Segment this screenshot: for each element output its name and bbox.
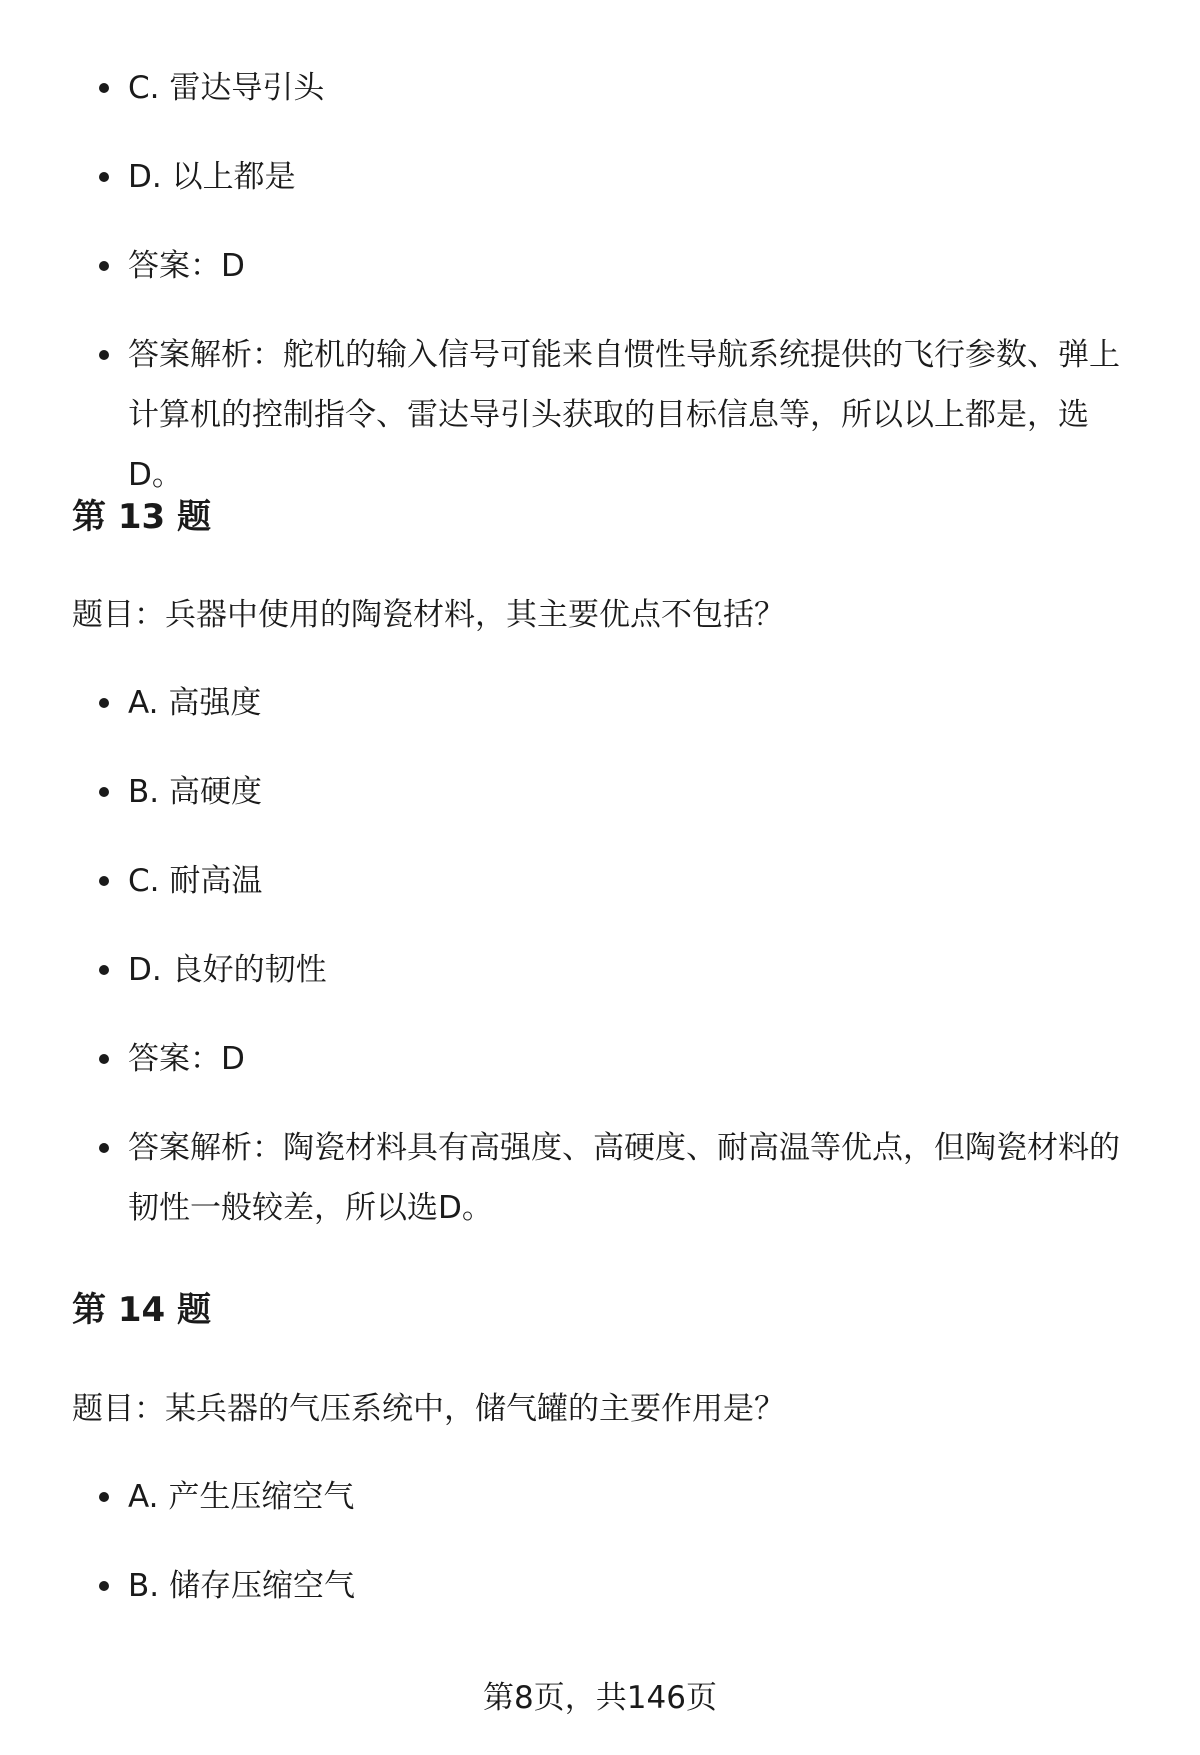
option-a: A. 高强度 <box>128 673 1143 733</box>
option-a: A. 产生压缩空气 <box>128 1467 1143 1527</box>
page-number: 第8页，共146页 <box>483 1680 717 1716</box>
explanation-line: 答案解析：舵机的输入信号可能来自惯性导航系统提供的飞行参数、弹上计算机的控制指令、雷达导引头获取的目标信息等，所以以上都是，选D。 <box>128 325 1143 505</box>
option-c: C. 雷达导引头 <box>128 58 1143 118</box>
answer-line: 答案：D <box>128 1029 1143 1089</box>
explanation-line: 答案解析：陶瓷材料具有高强度、高硬度、耐高温等优点，但陶瓷材料的韧性一般较差，所以选D。 <box>128 1118 1143 1238</box>
question-14-text: 题目：某兵器的气压系统中，储气罐的主要作用是？ <box>72 1391 785 1427</box>
option-c: C. 耐高温 <box>128 851 1143 911</box>
question-13-text: 题目：兵器中使用的陶瓷材料，其主要优点不包括？ <box>72 597 785 633</box>
option-d: D. 以上都是 <box>128 147 1143 207</box>
answer-line: 答案：D <box>128 236 1143 296</box>
option-d: D. 良好的韧性 <box>128 940 1143 1000</box>
option-b: B. 高硬度 <box>128 762 1143 822</box>
option-b: B. 储存压缩空气 <box>128 1556 1143 1616</box>
question-14-heading: 第 14 题 <box>72 1290 211 1330</box>
question-13-heading: 第 13 题 <box>72 497 211 537</box>
